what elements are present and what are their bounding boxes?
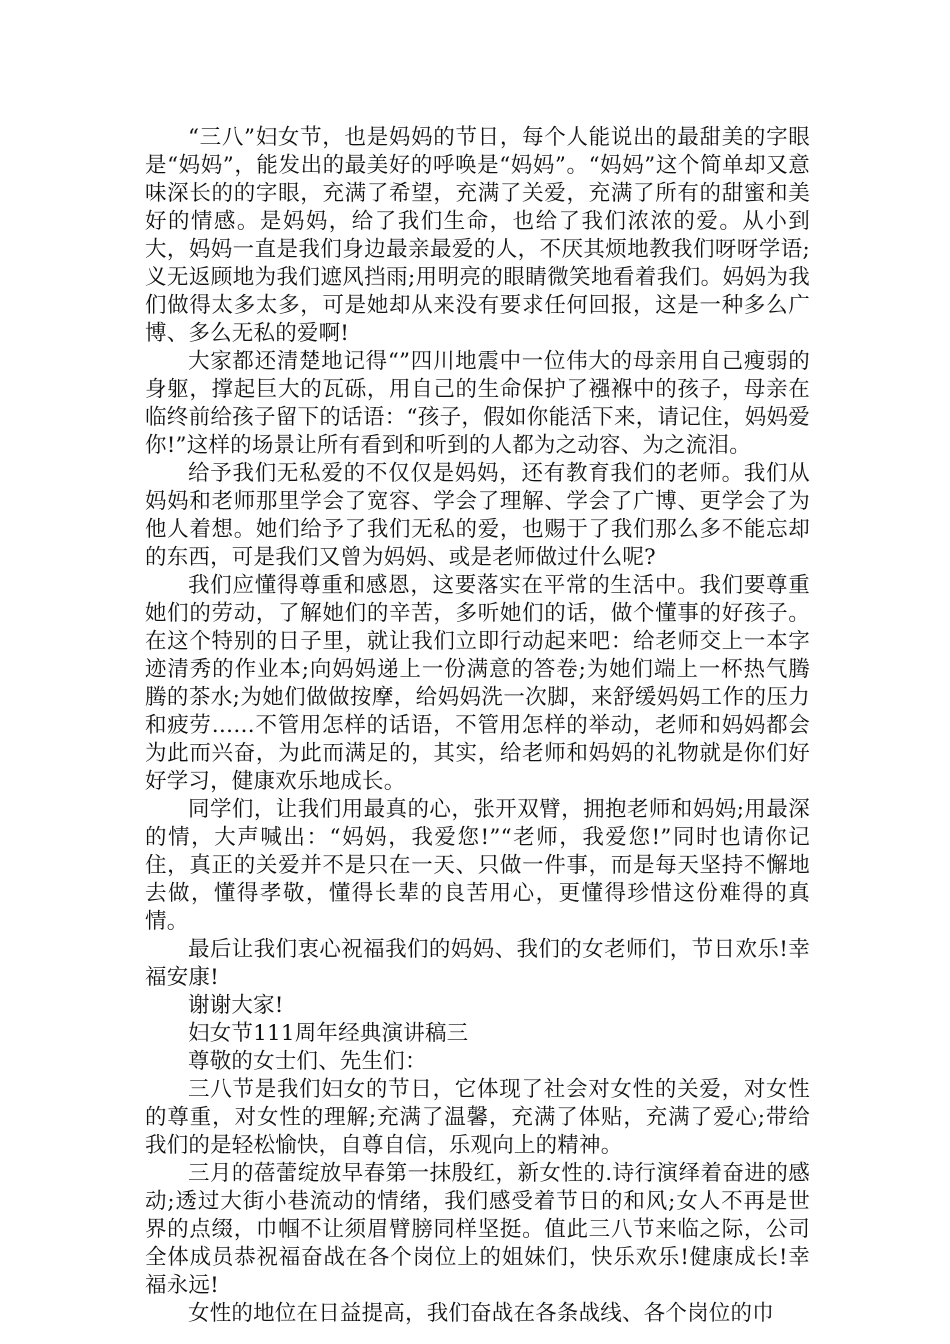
paragraph-1: “三八”妇女节，也是妈妈的节日，每个人能说出的最甜美的字眼是“妈妈”，能发出的最美好的呼唤是“妈妈”。“妈妈”这个简单却又意味深长的的字眼，充满了希望，充满了关爱，充满了所有的甜蜜和美好的情感。是妈妈，给了我们生命，也给了我们浓浓的爱。从小到大，妈妈一直是我们身边最亲最爱的人，不厌其烦地教我们呀呀学语;义无返顾地为我们遮风挡雨;用明亮的眼睛微笑地看着我们。妈妈为我们做得太多太多，可是她却从来没有要求任何回报，这是一种多么广博、多么无私的爱啊! <box>145 125 810 346</box>
paragraph-6: 最后让我们衷心祝福我们的妈妈、我们的女老师们，节日欢乐!幸福安康! <box>145 937 810 990</box>
paragraph-4: 我们应懂得尊重和感恩，这要落实在平常的生活中。我们要尊重她们的劳动，了解她们的辛苦，多听她们的话，做个懂事的好孩子。在这个特别的日子里，就让我们立即行动起来吧：给老师交上一本字迹清秀的作业本;向妈妈递上一份满意的答卷;为她们端上一杯热气腾腾的茶水;为她们做做按摩，给妈妈洗一次脚，来舒缓妈妈工作的压力和疲劳……不管用怎样的话语，不管用怎样的举动，老师和妈妈都会为此而兴奋，为此而满足的，其实，给老师和妈妈的礼物就是你们好好学习，健康欢乐地成长。 <box>145 573 810 794</box>
document-page <box>145 124 810 1328</box>
paragraph-12: 女性的地位在日益提高，我们奋战在各条战线、各个岗位的巾 <box>188 1301 774 1326</box>
paragraph-2: 大家都还清楚地记得“”四川地震中一位伟大的母亲用自己瘦弱的身躯，撑起巨大的瓦砾，用自己的生命保护了襁褓中的孩子，母亲在临终前给孩子留下的话语：“孩子，假如你能活下来，请记住，妈妈爱你!”这样的场景让所有看到和听到的人都为之动容、为之流泪。 <box>145 349 810 458</box>
paragraph-7: 谢谢大家! <box>188 993 284 1018</box>
paragraph-5: 同学们，让我们用最真的心，张开双臂，拥抱老师和妈妈;用最深的情，大声喊出：“妈妈，我爱您!”“老师，我爱您!”同时也请你记住，真正的关爱并不是只在一天、只做一件事，而是每天坚持不懈地去做，懂得孝敬，懂得长辈的良苦用心，更懂得珍惜这份难得的真情。 <box>145 797 810 934</box>
section-heading: 妇女节111周年经典演讲稿三 <box>188 1021 469 1046</box>
paragraph-11: 三月的蓓蕾绽放早春第一抹殷红，新女性的.诗行演绎着奋进的感动;透过大街小巷流动的情绪，我们感受着节日的和风;女人不再是世界的点缀，巾帼不让须眉臂膀同样坚挺。值此三八节来临之际，公司全体成员恭祝福奋战在各个岗位上的姐妹们，快乐欢乐!健康成长!幸福永远! <box>145 1161 810 1298</box>
paragraph-3: 给予我们无私爱的不仅仅是妈妈，还有教育我们的老师。我们从妈妈和老师那里学会了宽容、学会了理解、学会了广博、更学会了为他人着想。她们给予了我们无私的爱，也赐于了我们那么多不能忘却的东西，可是我们又曾为妈妈、或是老师做过什么呢? <box>145 461 810 570</box>
salutation: 尊敬的女士们、先生们： <box>188 1049 427 1074</box>
paragraph-10: 三八节是我们妇女的节日，它体现了社会对女性的关爱，对女性的尊重，对女性的理解;充满了温馨，充满了体贴，充满了爱心;带给我们的是轻松愉快，自尊自信，乐观向上的精神。 <box>145 1077 810 1158</box>
